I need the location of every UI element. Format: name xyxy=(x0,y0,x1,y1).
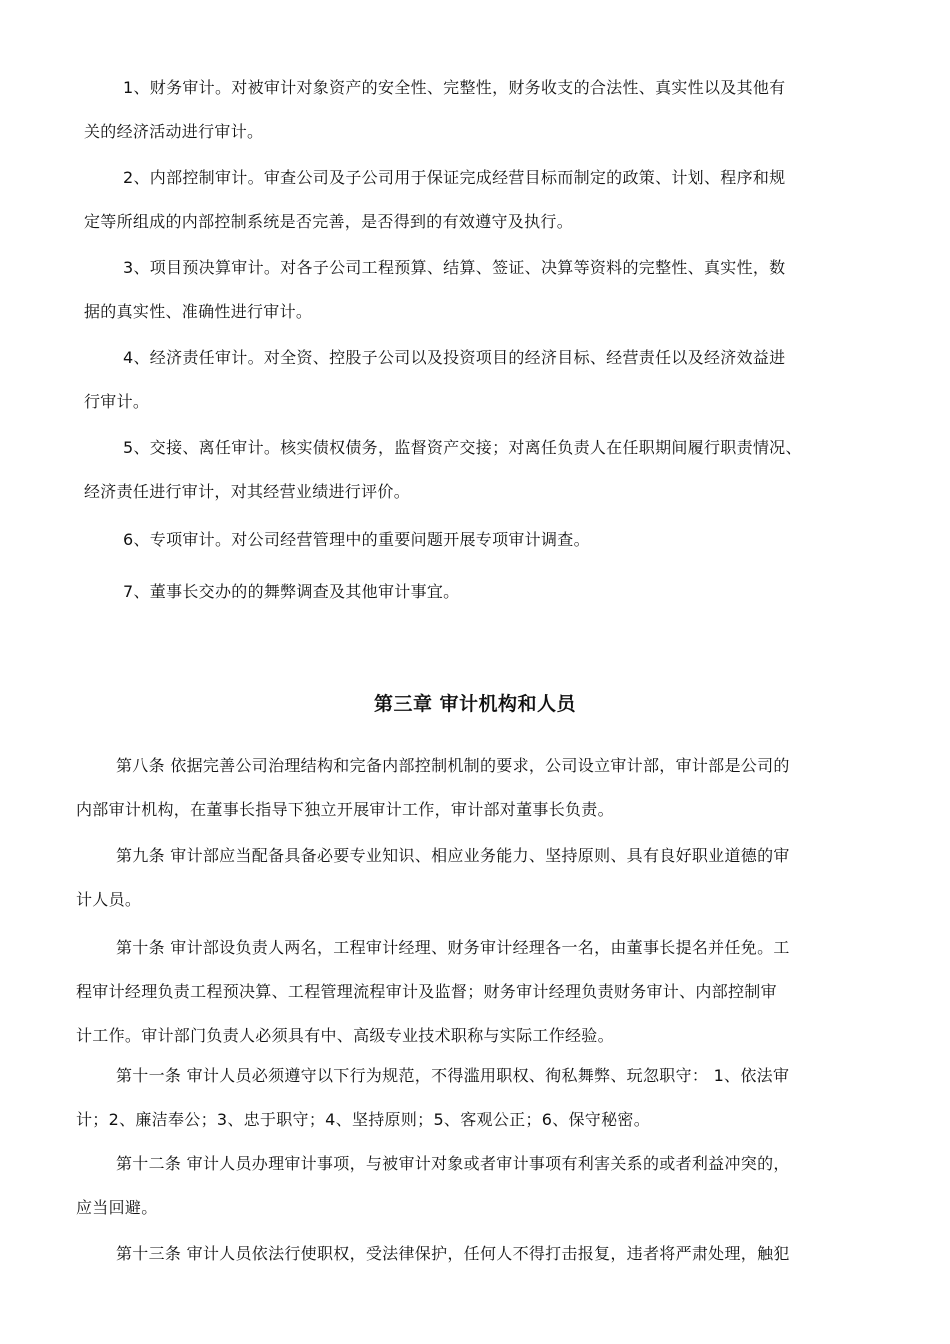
article-12 xyxy=(76,1142,910,1230)
chapter-title: 第三章 审计机构和人员 xyxy=(373,693,577,715)
item-line: 5、交接、离任审计。核实债权债务，监督资产交接；对离任负责人在任职期间履行职责情况、 xyxy=(123,438,802,457)
audit-scope-item-7 xyxy=(78,570,908,614)
article-line: 第十二条 审计人员办理审计事项，与被审计对象或者审计事项有利害关系的或者利益冲突的， xyxy=(116,1154,790,1173)
article-line: 第十一条 审计人员必须遵守以下行为规范，不得滥用职权、徇私舞弊、玩忽职守： 1、依法审 xyxy=(116,1066,790,1085)
article-line: 应当回避。 xyxy=(76,1198,158,1217)
article-13 xyxy=(76,1232,910,1276)
article-line: 计；2、廉洁奉公；3、忠于职守；4、坚持原则；5、客观公正；6、保守秘密。 xyxy=(76,1110,650,1129)
article-line: 内部审计机构，在董事长指导下独立开展审计工作，审计部对董事长负责。 xyxy=(76,800,614,819)
item-line: 据的真实性、准确性进行审计。 xyxy=(84,302,313,321)
article-10 xyxy=(76,926,910,1058)
audit-scope-item-2 xyxy=(78,156,908,244)
item-line: 定等所组成的内部控制系统是否完善，是否得到的有效遵守及执行。 xyxy=(84,212,574,231)
article-line: 第十条 审计部设负责人两名，工程审计经理、财务审计经理各一名，由董事长提名并任免。工 xyxy=(116,938,790,957)
article-8 xyxy=(76,744,910,832)
article-11 xyxy=(76,1054,910,1142)
audit-scope-item-3 xyxy=(78,246,908,334)
article-line: 计工作。审计部门负责人必须具有中、高级专业技术职称与实际工作经验。 xyxy=(76,1026,614,1045)
article-line: 程审计经理负责工程预决算、工程管理流程审计及监督；财务审计经理负责财务审计、内部控制审 xyxy=(76,982,777,1001)
item-line: 1、财务审计。对被审计对象资产的安全性、完整性，财务收支的合法性、真实性以及其他有 xyxy=(123,78,786,97)
item-line: 4、经济责任审计。对全资、控股子公司以及投资项目的经济目标、经营责任以及经济效益进 xyxy=(123,348,786,367)
item-line: 2、内部控制审计。审查公司及子公司用于保证完成经营目标而制定的政策、计划、程序和规 xyxy=(123,168,786,187)
article-9 xyxy=(76,834,910,922)
article-line: 第八条 依据完善公司治理结构和完备内部控制机制的要求，公司设立审计部，审计部是公司的 xyxy=(116,756,790,775)
item-line: 7、董事长交办的的舞弊调查及其他审计事宜。 xyxy=(123,582,460,601)
item-line: 6、专项审计。对公司经营管理中的重要问题开展专项审计调查。 xyxy=(123,530,590,549)
item-line: 经济责任进行审计，对其经营业绩进行评价。 xyxy=(84,482,411,501)
article-line: 计人员。 xyxy=(76,890,142,909)
audit-scope-item-1 xyxy=(78,66,908,154)
item-line: 关的经济活动进行审计。 xyxy=(84,122,264,141)
audit-scope-item-5 xyxy=(78,426,908,514)
audit-scope-item-6 xyxy=(78,518,908,562)
article-line: 第九条 审计部应当配备具备必要专业知识、相应业务能力、坚持原则、具有良好职业道德的审 xyxy=(116,846,790,865)
item-line: 3、项目预决算审计。对各子公司工程预算、结算、签证、决算等资料的完整性、真实性，数 xyxy=(123,258,786,277)
audit-scope-item-4 xyxy=(78,336,908,424)
item-line: 行审计。 xyxy=(84,392,150,411)
article-line: 第十三条 审计人员依法行使职权，受法律保护，任何人不得打击报复，违者将严肃处理，触犯 xyxy=(116,1244,790,1263)
